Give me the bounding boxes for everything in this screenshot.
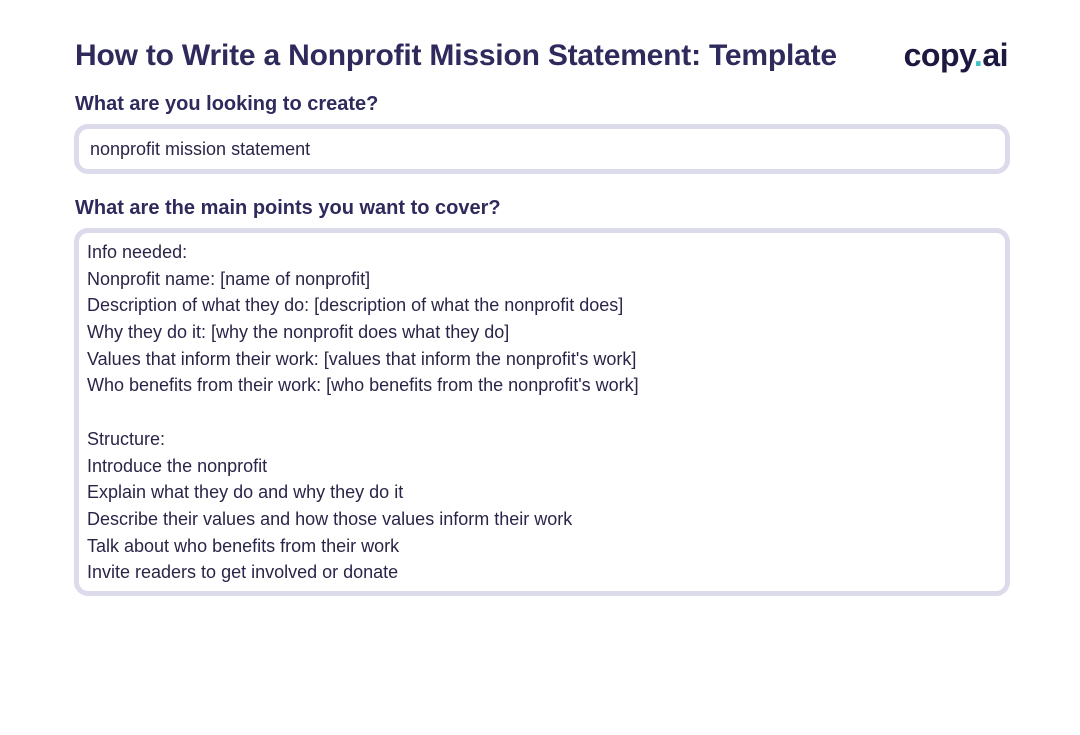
copy-ai-logo — [904, 34, 1008, 76]
points-line: Talk about who benefits from their work — [87, 535, 400, 556]
points-line: Describe their values and how those values inform their work — [87, 508, 573, 529]
points-line: Who benefits from their work: [who benefits from the nonprofit's work] — [87, 375, 639, 396]
points-line: Why they do it: [why the nonprofit does what they do] — [87, 322, 510, 343]
main-points-textarea[interactable] — [74, 228, 1010, 596]
page-title: How to Write a Nonprofit Mission Statement: Template — [75, 39, 837, 72]
points-line: Introduce the nonprofit — [87, 455, 268, 476]
points-line: Invite readers to get involved or donate — [87, 562, 399, 583]
logo-prefix: copy — [903, 37, 974, 73]
points-line: Values that inform their work: [values that inform the nonprofit's work] — [87, 348, 637, 369]
create-input[interactable]: nonprofit mission statement — [74, 124, 1010, 174]
logo-suffix: ai — [982, 37, 1008, 73]
points-line-blank — [87, 399, 995, 426]
points-line: Structure: — [87, 428, 166, 449]
points-line: Explain what they do and why they do it — [87, 482, 404, 503]
points-line: Info needed: — [87, 242, 188, 262]
main-points-label: What are the main points you want to cover? — [75, 197, 501, 219]
logo-dot: . — [973, 37, 983, 73]
create-label: What are you looking to create? — [75, 93, 379, 115]
points-line: Nonprofit name: [name of nonprofit] — [87, 268, 371, 289]
points-line: Description of what they do: [description of what the nonprofit does] — [87, 295, 624, 316]
